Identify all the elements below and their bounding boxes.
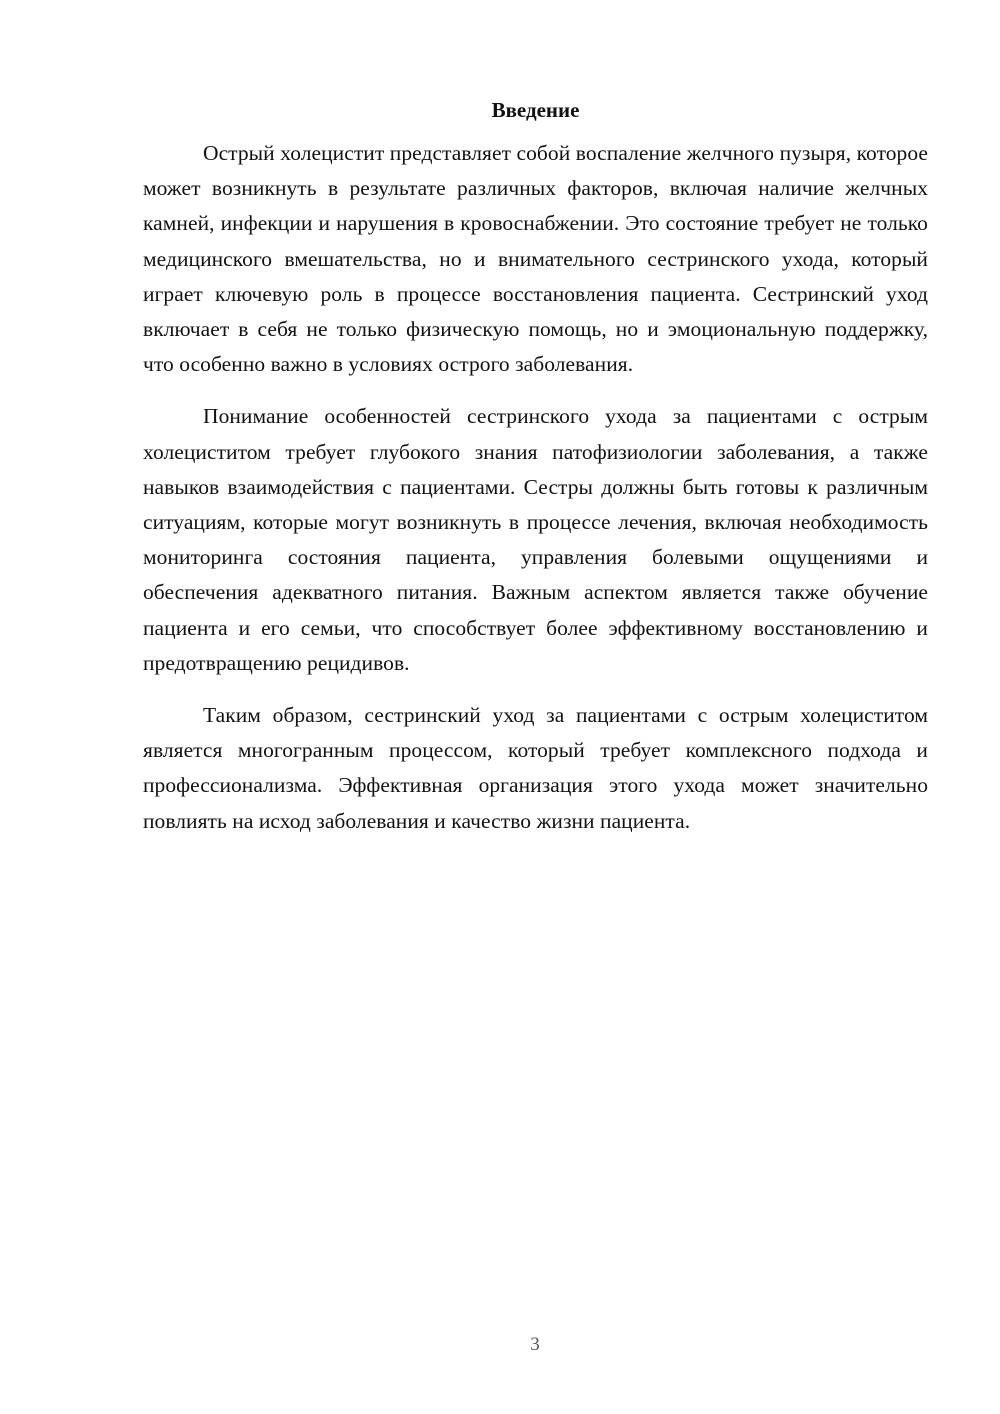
page-content bbox=[143, 92, 928, 839]
paragraph-1: Острый холецистит представляет собой воспаление желчного пузыря, которое может возникнуть в результате различных факторов, включая наличие желчных камней, инфекции и нарушения в кровоснабжении. Это состояние требует не только медицинского вмешательства, но и внимательного сестринского ухода, который играет ключевую роль в процессе восстановления пациента. Сестринский уход включает в себя не только физическую помощь, но и эмоциональную поддержку, что особенно важно в условиях острого заболевания. bbox=[143, 141, 928, 377]
paragraph-2: Понимание особенностей сестринского ухода за пациентами с острым холециститом требует глубокого знания патофизиологии заболевания, а также навыков взаимодействия с пациентами. Сестры должны быть готовы к различным ситуациям, которые могут возникнуть в процессе лечения, включая необходимость мониторинга состояния пациента, управления болевыми ощущениями и обеспечения адекватного питания. Важным аспектом является также обучение пациента и его семьи, что способствует более эффективному восстановлению и предотвращению рецидивов. bbox=[143, 404, 928, 675]
section-heading: Введение bbox=[491, 98, 580, 122]
paragraph-3: Таким образом, сестринский уход за пациентами с острым холециститом является многогранным процессом, который требует комплексного подхода и профессионализма. Эффективная организация этого ухода может значительно повлиять на исход заболевания и качество жизни пациента. bbox=[143, 703, 928, 833]
page-number: 3 bbox=[530, 1334, 540, 1355]
